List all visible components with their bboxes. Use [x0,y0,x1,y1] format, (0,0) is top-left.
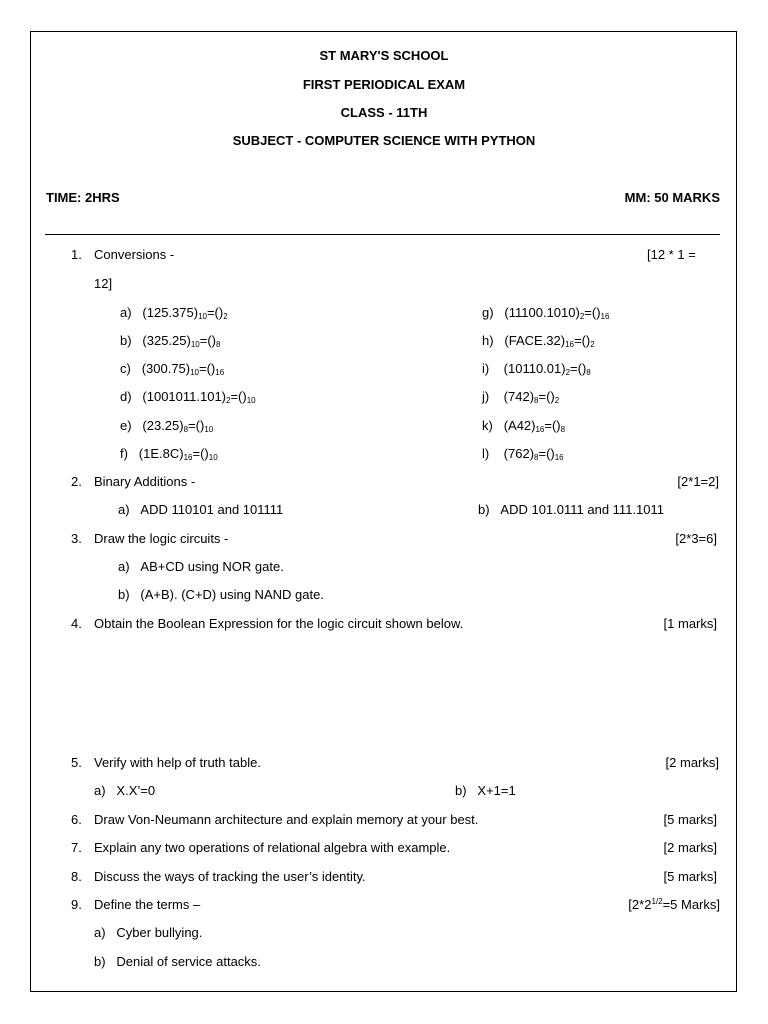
q2-item-a: a) ADD 110101 and 101111 [118,502,284,517]
q1-item-j: j) $(742)_8=()_2$ [482,389,560,405]
q1-item-l: l) $(762)_8=()_{16}$ [482,446,564,462]
q3-marks: [2*3=6] [675,531,717,546]
q1-text: Conversions - [94,247,175,262]
q9-item-b: b) Denial of service attacks. [94,954,261,969]
q8-text: Discuss the ways of tracking the user’s identity. [94,869,366,884]
q1-number: 1. [71,247,82,262]
q7-marks: [2 marks] [663,840,717,855]
q4-text: Obtain the Boolean Expression for the logic circuit shown below. [94,616,464,631]
q1-item-a: a) $(125.375)_{10}=()_2$ [120,305,228,321]
q3-item-a: a) AB+CD using NOR gate. [118,559,284,574]
q7-number: 7. [71,840,82,855]
q2-item-b: b) ADD 101.0111 and 111.1011 [478,502,664,517]
q6-number: 6. [71,812,82,827]
q2-marks: [2*1=2] [677,474,719,489]
class-label: CLASS - 11TH [340,105,428,120]
q1-item-k: k) $(A42)_{16}=()_8$ [482,418,566,434]
q9-text: Define the terms – [94,897,201,912]
q1-item-d: d) $(1001011.101)_2=()_{10}$ [120,389,256,405]
q8-number: 8. [71,869,82,884]
q3-item-b: b) (A+B). (C+D) using NAND gate. [118,587,324,602]
q2-number: 2. [71,474,82,489]
q1-item-g: g) $(11100.1010)_2=()_{16}$ [482,305,610,321]
q1-item-h: h) $(FACE.32)_{16}=()_2$ [482,333,595,349]
q5-item-a: a) X.X’=0 [94,783,156,798]
q1-marks: [12 * 1 = [647,247,696,262]
header-divider [45,234,720,235]
q2-text: Binary Additions - [94,474,196,489]
q1-item-a-label: a) [120,305,132,320]
time-label: TIME: 2HRS [46,190,120,205]
q1-item-b: b) $(325.25)_{10}=()_8$ [120,333,221,349]
q9-number: 9. [71,897,82,912]
q1-item-c: c) $(300.75)_{10}=()_{16}$ [120,361,225,377]
q4-number: 4. [71,616,82,631]
max-marks-label: MM: 50 MARKS [624,190,720,205]
q4-marks: [1 marks] [663,616,717,631]
q1-item-f: f) $(1E.8C)_{16}=()_{10}$ [120,446,218,462]
q6-marks: [5 marks] [663,812,717,827]
q1-item-e: e) $(23.25)_8=()_{10}$ [120,418,214,434]
q1-marks-continued: 12] [94,276,113,291]
q7-text: Explain any two operations of relational algebra with example. [94,840,451,855]
q8-marks: [5 marks] [663,869,717,884]
school-name: ST MARY'S SCHOOL [319,48,449,63]
q6-text: Draw Von-Neumann architecture and explain memory at your best. [94,812,479,827]
q9-item-a: a) Cyber bullying. [94,925,203,940]
exam-title: FIRST PERIODICAL EXAM [302,77,466,92]
q1-item-i: i) $(10110.01)_2=()_8$ [482,361,591,377]
q5-text: Verify with help of truth table. [94,755,261,770]
q5-item-b: b) X+1=1 [455,783,516,798]
q5-marks: [2 marks] [665,755,719,770]
q9-marks: [$2*2^{1/2}=5$ Marks] [628,897,720,912]
subject-label: SUBJECT - COMPUTER SCIENCE WITH PYTHON [232,133,536,148]
q5-number: 5. [71,755,82,770]
q3-text: Draw the logic circuits - [94,531,229,546]
q3-number: 3. [71,531,82,546]
